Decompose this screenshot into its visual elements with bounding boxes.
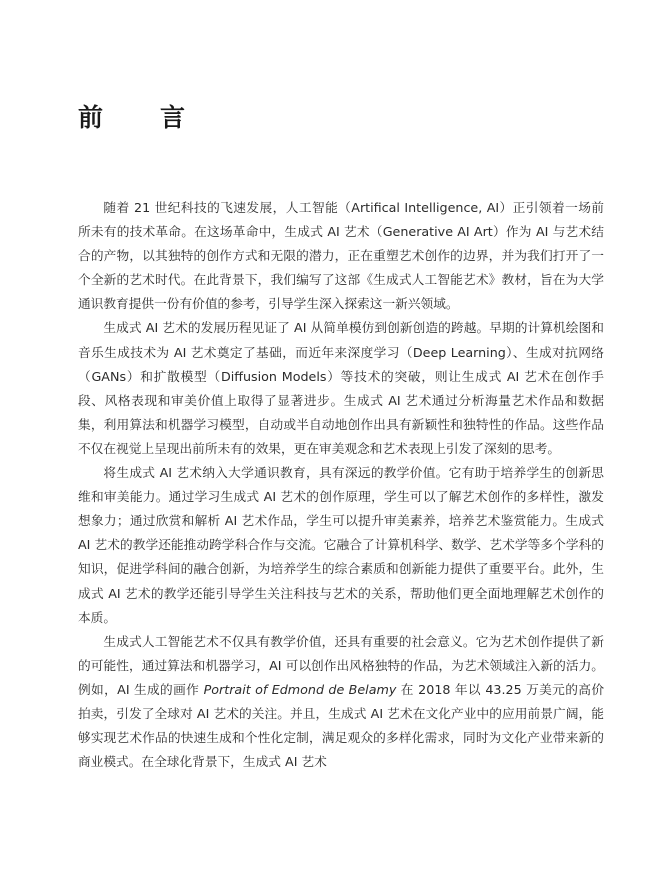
artwork-title: Portrait of Edmond de Belamy	[203, 681, 397, 697]
paragraph-4	[78, 630, 604, 775]
preface-body	[78, 196, 604, 774]
page-title: 前 言	[78, 103, 202, 132]
paragraph-4-part-1: 生成式人工智能艺术不仅具有教学价值，还具有重要的社会意义。它为艺术创作提供了新的可能性，通过算法和机器学习，AI 可以创作出风格独特的作品，为艺术领域注入新的活力。例如，AI 生成的画作	[78, 633, 604, 697]
paragraph-4-part-2: 在 2018 年以 43.25 万美元的高价拍卖，引发了全球对 AI 艺术的关注。并且，生成式 AI 艺术在文化产业中的应用前景广阔，能够实现艺术作品的快速生成和个性化定制，满足观众的多样化需求，同时为文化产业带来新的商业模式。在全球化背景下，生成式 AI 艺术	[78, 681, 605, 770]
paragraph-1: 随着 21 世纪科技的飞速发展，人工智能（Artifical Intelligence, AI）正引领着一场前所未有的技术革命。在这场革命中，生成式 AI 艺术（Generative AI Art）作为 AI 与艺术结合的产物，以其独特的创作方式和无限的潜力，正在重塑艺术创作的边界，并为我们打开了一个全新的艺术时代。在此背景下，我们编写了这部《生成式人工智能艺术》教材，旨在为大学通识教育提供一份有价值的参考，引导学生深入探索这一新兴领域。	[78, 200, 604, 312]
paragraph-3: 将生成式 AI 艺术纳入大学通识教育，具有深远的教学价值。它有助于培养学生的创新思维和审美能力。通过学习生成式 AI 艺术的创作原理，学生可以了解艺术创作的多样性，激发想象力；通过欣赏和解析 AI 艺术作品，学生可以提升审美素养，培养艺术鉴赏能力。生成式 AI 艺术的教学还能推动跨学科合作与交流。它融合了计算机科学、数学、艺术学等多个学科的知识，促进学科间的融合创新，为培养学生的综合素质和创新能力提供了重要平台。此外，生成式 AI 艺术的教学还能引导学生关注科技与艺术的关系，帮助他们更全面地理解艺术创作的本质。	[78, 465, 604, 625]
paragraph-2: 生成式 AI 艺术的发展历程见证了 AI 从简单模仿到创新创造的跨越。早期的计算机绘图和音乐生成技术为 AI 艺术奠定了基础，而近年来深度学习（Deep Learning）、生成对抗网络（GANs）和扩散模型（Diffusion Models）等技术的突破，则让生成式 AI 艺术在创作手段、风格表现和审美价值上取得了显著进步。生成式 AI 艺术通过分析海量艺术作品和数据集，利用算法和机器学习模型，自动或半自动地创作出具有新颖性和独特性的作品。这些作品不仅在视觉上呈现出前所未有的效果，更在审美观念和艺术表现上引发了深刻的思考。	[78, 320, 604, 456]
